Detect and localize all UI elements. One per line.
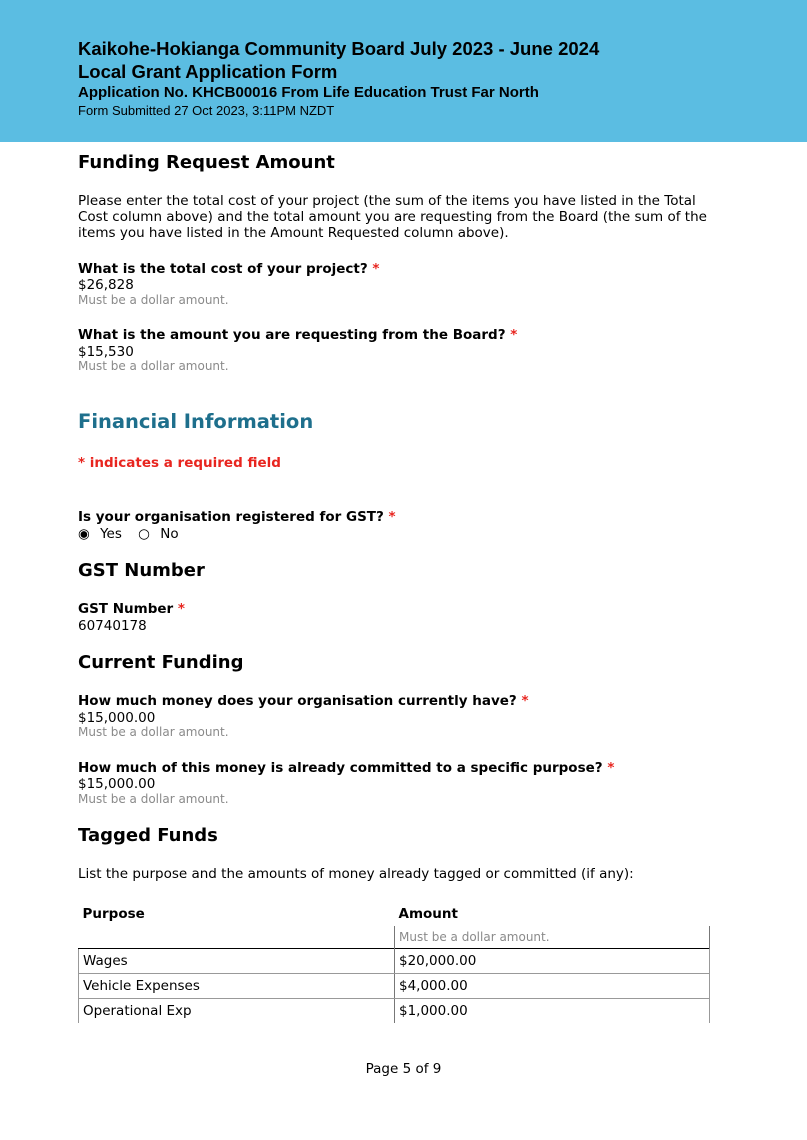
total-cost-label (78, 261, 379, 277)
page-number: Page 5 of 9 (365, 1061, 442, 1077)
submission-date: Form Submitted 27 Oct 2023, 3:11PM NZDT (78, 103, 335, 118)
table-row (79, 949, 710, 974)
radio-selected-icon: ◉ (78, 526, 90, 542)
amount-hint: Must be a dollar amount. (395, 926, 710, 949)
gst-number-label-text: GST Number (78, 601, 174, 617)
total-cost-value: $26,828 (78, 277, 134, 293)
required-marker: * (177, 601, 185, 617)
required-field-note: * indicates a required field (78, 455, 281, 471)
money-have-label (78, 693, 529, 709)
tagged-funds-table (78, 902, 710, 1023)
radio-unselected-icon: ○ (138, 526, 150, 542)
table-row (79, 974, 710, 999)
gst-yes-label: Yes (100, 526, 122, 542)
amount-column-header: Amount (398, 906, 458, 922)
amount-cell: $1,000.00 (395, 999, 710, 1024)
board-title: Kaikohe-Hokianga Community Board July 2023 - June 2024 (78, 38, 600, 59)
form-title: Local Grant Application Form (78, 61, 338, 82)
funding-request-heading: Funding Request Amount (78, 152, 335, 173)
gst-number-value: 60740178 (78, 618, 147, 634)
amount-requested-label-text: What is the amount you are requesting from the Board? (78, 327, 506, 343)
gst-registered-radio-group (78, 526, 191, 542)
gst-no-label: No (160, 526, 179, 542)
purpose-cell: Vehicle Expenses (79, 974, 395, 999)
table-row (79, 999, 710, 1024)
total-cost-hint: Must be a dollar amount. (78, 293, 229, 307)
money-committed-value: $15,000.00 (78, 776, 156, 792)
current-funding-heading: Current Funding (78, 652, 244, 673)
gst-number-label (78, 601, 185, 617)
purpose-cell: Wages (79, 949, 395, 974)
gst-registered-label-text: Is your organisation registered for GST? (78, 509, 384, 525)
required-marker: * (388, 509, 396, 525)
total-cost-label-text: What is the total cost of your project? (78, 261, 368, 277)
amount-cell: $4,000.00 (395, 974, 710, 999)
table-hint-row (79, 926, 710, 949)
table-header-row (79, 902, 710, 926)
financial-information-heading: Financial Information (78, 410, 314, 433)
gst-registered-label (78, 509, 396, 525)
required-marker: * (607, 760, 615, 776)
purpose-cell: Operational Exp (79, 999, 395, 1024)
required-marker: * (510, 327, 518, 343)
gst-no-radio[interactable] (138, 526, 184, 542)
money-committed-label (78, 760, 614, 776)
tagged-funds-heading: Tagged Funds (78, 825, 218, 846)
purpose-column-header: Purpose (82, 906, 145, 922)
money-have-value: $15,000.00 (78, 710, 156, 726)
money-committed-label-text: How much of this money is already committed to a specific purpose? (78, 760, 603, 776)
gst-yes-radio[interactable] (78, 526, 128, 542)
tagged-funds-description: List the purpose and the amounts of money already tagged or committed (if any): (78, 866, 634, 882)
amount-cell: $20,000.00 (395, 949, 710, 974)
money-have-label-text: How much money does your organisation currently have? (78, 693, 517, 709)
amount-requested-hint: Must be a dollar amount. (78, 359, 229, 373)
funding-request-description: Please enter the total cost of your project (the sum of the items you have listed in the Total Cost column above) and the total amount you are requesting from the Board (the sum of the items you have listed in the Amount Requested column above). (78, 193, 707, 241)
money-committed-hint: Must be a dollar amount. (78, 792, 229, 806)
form-header (0, 0, 807, 142)
application-number: Application No. KHCB00016 From Life Education Trust Far North (78, 84, 539, 101)
required-marker: * (372, 261, 380, 277)
money-have-hint: Must be a dollar amount. (78, 725, 229, 739)
amount-requested-value: $15,530 (78, 344, 134, 360)
required-marker: * (521, 693, 529, 709)
gst-number-heading: GST Number (78, 560, 205, 581)
amount-requested-label (78, 327, 517, 343)
